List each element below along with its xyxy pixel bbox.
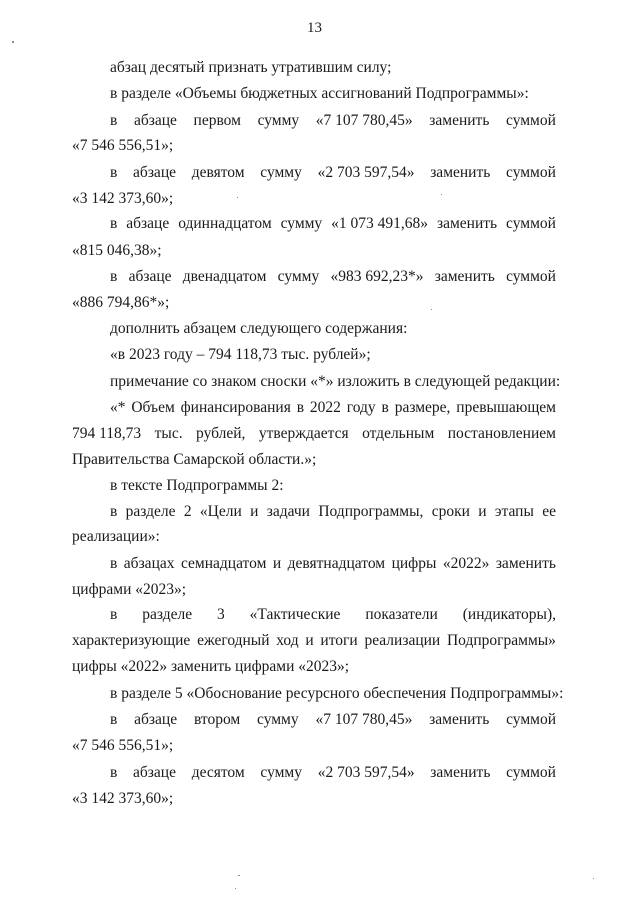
word: 794 118,73	[72, 425, 142, 442]
word: суммой	[506, 268, 556, 285]
word: абзаце	[128, 268, 172, 285]
word: абзаце	[134, 711, 178, 728]
word: сумму	[257, 711, 299, 728]
paragraph-line: «7 546 556,51»;	[72, 137, 174, 154]
word: девятом	[191, 164, 245, 181]
word: суммой	[506, 164, 556, 181]
paragraph-line: абзац десятый признать утратившим силу;	[110, 59, 392, 76]
word: суммой	[506, 711, 556, 728]
word: сумму	[257, 112, 300, 129]
word: итоги	[320, 632, 358, 649]
word: семнадцатом	[180, 555, 267, 572]
word: в	[110, 215, 118, 232]
paragraph-line	[110, 606, 556, 624]
paragraph-line: цифрами «2023»;	[72, 581, 187, 598]
word: абзаце	[133, 764, 176, 781]
paragraph-line: примечание со знаком сноски «*» изложить в следующей редакции:	[110, 373, 561, 390]
word: втором	[193, 711, 241, 728]
word: ежегодный	[197, 632, 270, 649]
paragraph-line: цифры «2022» заменить цифрами «2023»;	[72, 658, 350, 675]
word: и	[250, 503, 259, 520]
word: превышающем	[456, 399, 556, 416]
scan-speck	[237, 197, 238, 198]
word: году	[346, 399, 376, 416]
word: заменить	[436, 215, 498, 232]
word: и	[305, 632, 314, 649]
word: «2 703 597,54»	[317, 164, 415, 181]
word: «Цели	[199, 503, 242, 520]
word: в	[110, 268, 118, 285]
word: сумму	[260, 164, 302, 181]
word: «Тактические	[249, 606, 341, 623]
word: первом	[193, 112, 241, 129]
word: сумму	[280, 215, 323, 232]
page-number: 13	[307, 20, 322, 36]
word: сумму	[260, 764, 302, 781]
word: в	[110, 764, 118, 781]
paragraph-line: Правительства Самарской области.»;	[72, 451, 317, 468]
word: в	[110, 112, 118, 129]
word: 2	[183, 503, 192, 520]
word: реализации	[364, 632, 441, 649]
word: суммой	[506, 764, 556, 781]
scan-speck	[431, 309, 432, 310]
word: в	[296, 399, 305, 416]
word: в	[110, 164, 118, 181]
word: «7 107 780,45»	[315, 711, 413, 728]
word: суммой	[506, 215, 556, 232]
paragraph-line: в разделе 5 «Обоснование ресурсного обеспечения Подпрограммы»:	[110, 685, 564, 702]
word: характеризующие	[72, 632, 191, 649]
paragraph-line: «7 546 556,51»;	[72, 737, 174, 754]
scan-speck	[12, 41, 14, 43]
word: этапы	[494, 503, 534, 520]
paragraph-line: дополнить абзацем следующего содержания:	[110, 320, 408, 337]
word: в	[110, 711, 118, 728]
paragraph-line	[72, 632, 556, 650]
word: постановлением	[447, 425, 556, 442]
word: и	[478, 503, 487, 520]
scan-speck	[238, 875, 240, 876]
word: абзаце	[133, 164, 176, 181]
paragraph-line	[110, 399, 556, 417]
paragraph-line: «3 142 373,60»;	[72, 190, 174, 207]
word: рублей,	[196, 425, 246, 442]
paragraph-line	[110, 215, 556, 233]
word: ход	[276, 632, 299, 649]
paragraph-line: в тексте Подпрограммы 2:	[110, 477, 284, 494]
paragraph-line	[72, 425, 556, 443]
scan-speck	[441, 194, 442, 195]
paragraph-line	[110, 268, 556, 286]
word: заменить	[495, 555, 556, 572]
word: в	[110, 555, 118, 572]
paragraph-line: «3 142 373,60»;	[72, 790, 174, 807]
word: разделе	[125, 503, 176, 520]
word: финансирования	[180, 399, 291, 416]
paragraph-line	[110, 503, 556, 521]
word: 3	[217, 606, 225, 623]
word: абзацах	[123, 555, 175, 572]
word: цифры	[391, 555, 437, 572]
paragraph-line	[110, 164, 556, 182]
word: и	[272, 555, 282, 572]
word: в	[110, 606, 118, 623]
scan-speck	[235, 888, 236, 889]
paragraph-line	[110, 555, 556, 573]
scan-speck	[593, 878, 594, 879]
word: Подпрограммы»	[446, 632, 556, 649]
word: отдельным	[362, 425, 435, 442]
paragraph-line: в разделе «Объемы бюджетных ассигнований Подпрограммы»:	[110, 85, 529, 102]
word: заменить	[429, 112, 490, 129]
word: в	[110, 503, 118, 520]
word: разделе	[142, 606, 193, 623]
word: абзаце	[126, 215, 170, 232]
word: заменить	[430, 764, 491, 781]
word: ее	[542, 503, 556, 520]
paragraph-line: «815 046,38»;	[72, 242, 162, 259]
word: (индикаторы),	[462, 606, 556, 623]
word: «2022»	[442, 555, 490, 572]
word: заменить	[429, 711, 490, 728]
paragraph-line	[110, 764, 556, 782]
word: одиннадцатом	[178, 215, 272, 232]
paragraph-line: «886 794,86*»;	[72, 294, 170, 311]
word: утверждается	[258, 425, 349, 442]
paragraph-line: «в 2023 году – 794 118,73 тыс. рублей»;	[110, 346, 371, 363]
word: сумму	[277, 268, 320, 285]
word: «7 107 780,45»	[315, 112, 413, 129]
word: «983 692,23*»	[330, 268, 424, 285]
word: десятом	[191, 764, 245, 781]
word: задачи	[266, 503, 310, 520]
word: сроки	[431, 503, 470, 520]
word: «*	[110, 399, 126, 416]
word: Подпрограммы,	[318, 503, 424, 520]
paragraph-line	[110, 112, 556, 130]
word: «2 703 597,54»	[317, 764, 415, 781]
word: суммой	[506, 112, 556, 129]
word: Объем	[131, 399, 175, 416]
word: 2022	[309, 399, 341, 416]
word: размере,	[394, 399, 451, 416]
word: заменить	[430, 164, 491, 181]
paragraph-line: реализации»:	[72, 528, 160, 545]
paragraph-line	[110, 711, 556, 729]
word: девятнадцатом	[287, 555, 386, 572]
word: абзаце	[133, 112, 177, 129]
word: показатели	[365, 606, 438, 623]
word: тыс.	[154, 425, 183, 442]
word: заменить	[434, 268, 495, 285]
word: в	[381, 399, 389, 416]
word: двенадцатом	[182, 268, 267, 285]
word: «1 073 491,68»	[331, 215, 429, 232]
